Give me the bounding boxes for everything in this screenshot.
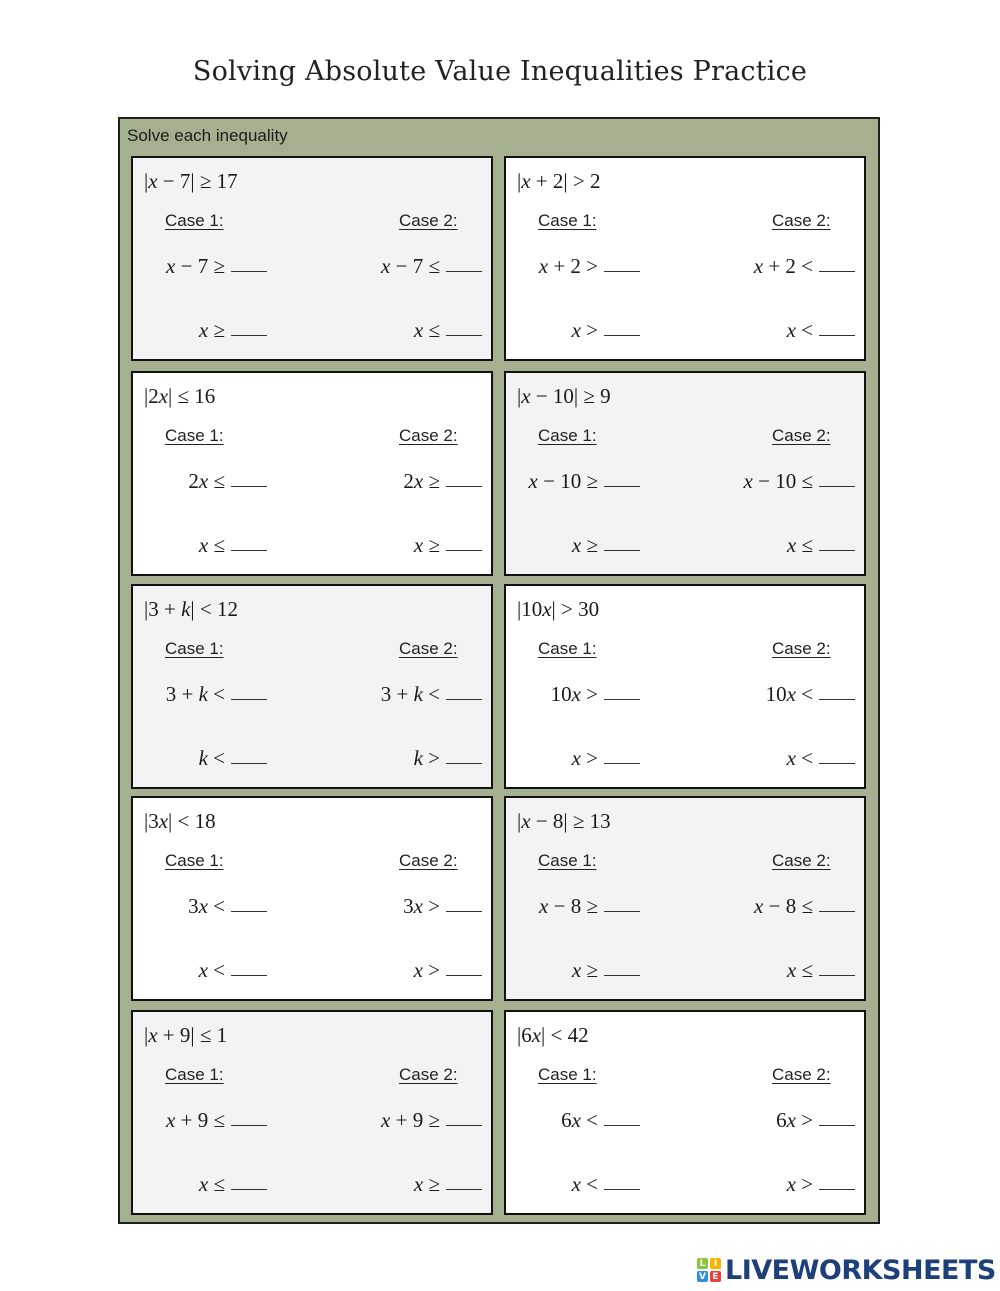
case-1-step-2: k <: [199, 746, 267, 771]
case-1-label: Case 1:: [165, 1065, 224, 1084]
case-1-step-1: x + 2 >: [539, 254, 640, 279]
logo-blocks-icon: [697, 1258, 721, 1282]
case-1-step-2: x ≤: [199, 1172, 267, 1197]
answer-blank[interactable]: [819, 698, 855, 700]
answer-blank[interactable]: [231, 485, 267, 487]
answer-blank[interactable]: [231, 549, 267, 551]
inequality: |10x| > 30: [517, 597, 600, 621]
case-2-step-1: 3x >: [403, 894, 482, 919]
logo-block-v: V: [697, 1271, 708, 1282]
case-2-label: Case 2:: [772, 851, 831, 870]
answer-blank[interactable]: [446, 334, 482, 336]
case-2-step-1: x − 10 ≤: [744, 469, 855, 494]
case-1-step-2: x <: [572, 1172, 640, 1197]
case-2-step-2: x ≤: [787, 533, 855, 558]
answer-blank[interactable]: [446, 549, 482, 551]
answer-blank[interactable]: [819, 485, 855, 487]
logo-block-l: L: [697, 1258, 708, 1269]
case-1-step-1: 6x <: [561, 1108, 640, 1133]
answer-blank[interactable]: [819, 1124, 855, 1126]
case-2-step-2: x ≤: [414, 318, 482, 343]
case-2-step-1: 2x ≥: [403, 469, 482, 494]
inequality: |x − 7| ≥ 17: [144, 169, 238, 193]
answer-blank[interactable]: [231, 1124, 267, 1126]
answer-blank[interactable]: [819, 974, 855, 976]
problem-card: [504, 584, 866, 789]
inequality: |x − 10| ≥ 9: [517, 384, 611, 408]
instructions-text: Solve each inequality: [127, 126, 288, 145]
answer-blank[interactable]: [604, 270, 640, 272]
answer-blank[interactable]: [819, 549, 855, 551]
case-2-step-2: x <: [787, 318, 855, 343]
case-2-step-1: 6x >: [776, 1108, 855, 1133]
worksheet-title: Solving Absolute Value Inequalities Practice: [192, 56, 808, 87]
case-1-label: Case 1:: [165, 851, 224, 870]
case-1-step-2: x ≤: [199, 533, 267, 558]
case-1-step-1: 3 + k <: [166, 682, 267, 707]
inequality: |x + 2| > 2: [517, 169, 601, 193]
case-1-step-2: x ≥: [572, 958, 640, 983]
answer-blank[interactable]: [446, 1124, 482, 1126]
case-1-step-2: x >: [572, 318, 640, 343]
answer-blank[interactable]: [819, 762, 855, 764]
case-1-step-1: x − 10 ≥: [529, 469, 640, 494]
case-1-step-1: 3x <: [188, 894, 267, 919]
answer-blank[interactable]: [446, 1188, 482, 1190]
case-2-step-1: 10x <: [766, 682, 855, 707]
inequality: |x − 8| ≥ 13: [517, 809, 611, 833]
case-2-step-2: x <: [787, 746, 855, 771]
worksheet-frame: [118, 117, 880, 1224]
case-2-step-2: x >: [414, 958, 482, 983]
case-2-label: Case 2:: [399, 211, 458, 230]
case-2-label: Case 2:: [399, 639, 458, 658]
problem-card: [504, 1010, 866, 1215]
case-1-label: Case 1:: [538, 211, 597, 230]
case-1-label: Case 1:: [538, 1065, 597, 1084]
case-2-step-1: 3 + k <: [381, 682, 482, 707]
case-2-label: Case 2:: [399, 1065, 458, 1084]
case-1-step-1: x − 7 ≥: [166, 254, 267, 279]
answer-blank[interactable]: [604, 762, 640, 764]
problem-card: [131, 1010, 493, 1215]
answer-blank[interactable]: [604, 698, 640, 700]
case-1-label: Case 1:: [165, 426, 224, 445]
case-2-label: Case 2:: [772, 639, 831, 658]
case-1-step-1: 2x ≤: [188, 469, 267, 494]
case-2-step-2: x ≥: [414, 533, 482, 558]
answer-blank[interactable]: [819, 270, 855, 272]
logo-text: LIVEWORKSHEETS: [725, 1254, 996, 1286]
problem-card: [504, 156, 866, 361]
problem-card: [504, 371, 866, 576]
case-1-label: Case 1:: [165, 211, 224, 230]
answer-blank[interactable]: [231, 762, 267, 764]
problem-card: [131, 156, 493, 361]
answer-blank[interactable]: [231, 1188, 267, 1190]
inequality: |x + 9| ≤ 1: [144, 1023, 228, 1047]
case-2-step-2: x ≤: [787, 958, 855, 983]
logo-block-e: E: [710, 1271, 721, 1282]
answer-blank[interactable]: [231, 270, 267, 272]
answer-blank[interactable]: [446, 974, 482, 976]
case-2-label: Case 2:: [772, 211, 831, 230]
case-2-label: Case 2:: [772, 1065, 831, 1084]
problem-card: [131, 584, 493, 789]
answer-blank[interactable]: [446, 485, 482, 487]
problem-card: [504, 796, 866, 1001]
case-2-label: Case 2:: [399, 851, 458, 870]
case-1-label: Case 1:: [538, 426, 597, 445]
problem-card: [131, 371, 493, 576]
answer-blank[interactable]: [604, 1188, 640, 1190]
case-2-step-1: x − 8 ≤: [754, 894, 855, 919]
case-2-step-1: x + 9 ≥: [381, 1108, 482, 1133]
inequality: |3 + k| < 12: [144, 597, 238, 621]
answer-blank[interactable]: [819, 910, 855, 912]
case-1-step-1: 10x >: [551, 682, 640, 707]
answer-blank[interactable]: [446, 698, 482, 700]
answer-blank[interactable]: [446, 762, 482, 764]
case-2-step-1: x + 2 <: [754, 254, 855, 279]
answer-blank[interactable]: [446, 910, 482, 912]
inequality: |2x| ≤ 16: [144, 384, 216, 408]
case-1-step-2: x ≥: [199, 318, 267, 343]
case-1-step-2: x >: [572, 746, 640, 771]
answer-blank[interactable]: [604, 485, 640, 487]
case-1-step-2: x ≥: [572, 533, 640, 558]
answer-blank[interactable]: [819, 1188, 855, 1190]
answer-blank[interactable]: [231, 974, 267, 976]
case-2-step-2: x >: [787, 1172, 855, 1197]
answer-blank[interactable]: [604, 549, 640, 551]
problem-card: [131, 796, 493, 1001]
case-2-label: Case 2:: [399, 426, 458, 445]
answer-blank[interactable]: [231, 698, 267, 700]
case-1-step-1: x − 8 ≥: [539, 894, 640, 919]
logo-block-i: I: [710, 1258, 721, 1269]
answer-blank[interactable]: [231, 334, 267, 336]
case-1-step-1: x + 9 ≤: [166, 1108, 267, 1133]
answer-blank[interactable]: [604, 974, 640, 976]
answer-blank[interactable]: [819, 334, 855, 336]
case-1-label: Case 1:: [538, 851, 597, 870]
inequality: |6x| < 42: [517, 1023, 589, 1047]
case-2-step-2: k >: [414, 746, 482, 771]
case-2-step-1: x − 7 ≤: [381, 254, 482, 279]
answer-blank[interactable]: [604, 334, 640, 336]
answer-blank[interactable]: [231, 910, 267, 912]
liveworksheets-logo: [697, 1255, 996, 1285]
answer-blank[interactable]: [604, 1124, 640, 1126]
case-1-label: Case 1:: [165, 639, 224, 658]
case-1-step-2: x <: [199, 958, 267, 983]
case-1-label: Case 1:: [538, 639, 597, 658]
answer-blank[interactable]: [604, 910, 640, 912]
answer-blank[interactable]: [446, 270, 482, 272]
case-2-label: Case 2:: [772, 426, 831, 445]
case-2-step-2: x ≥: [414, 1172, 482, 1197]
inequality: |3x| < 18: [144, 809, 216, 833]
